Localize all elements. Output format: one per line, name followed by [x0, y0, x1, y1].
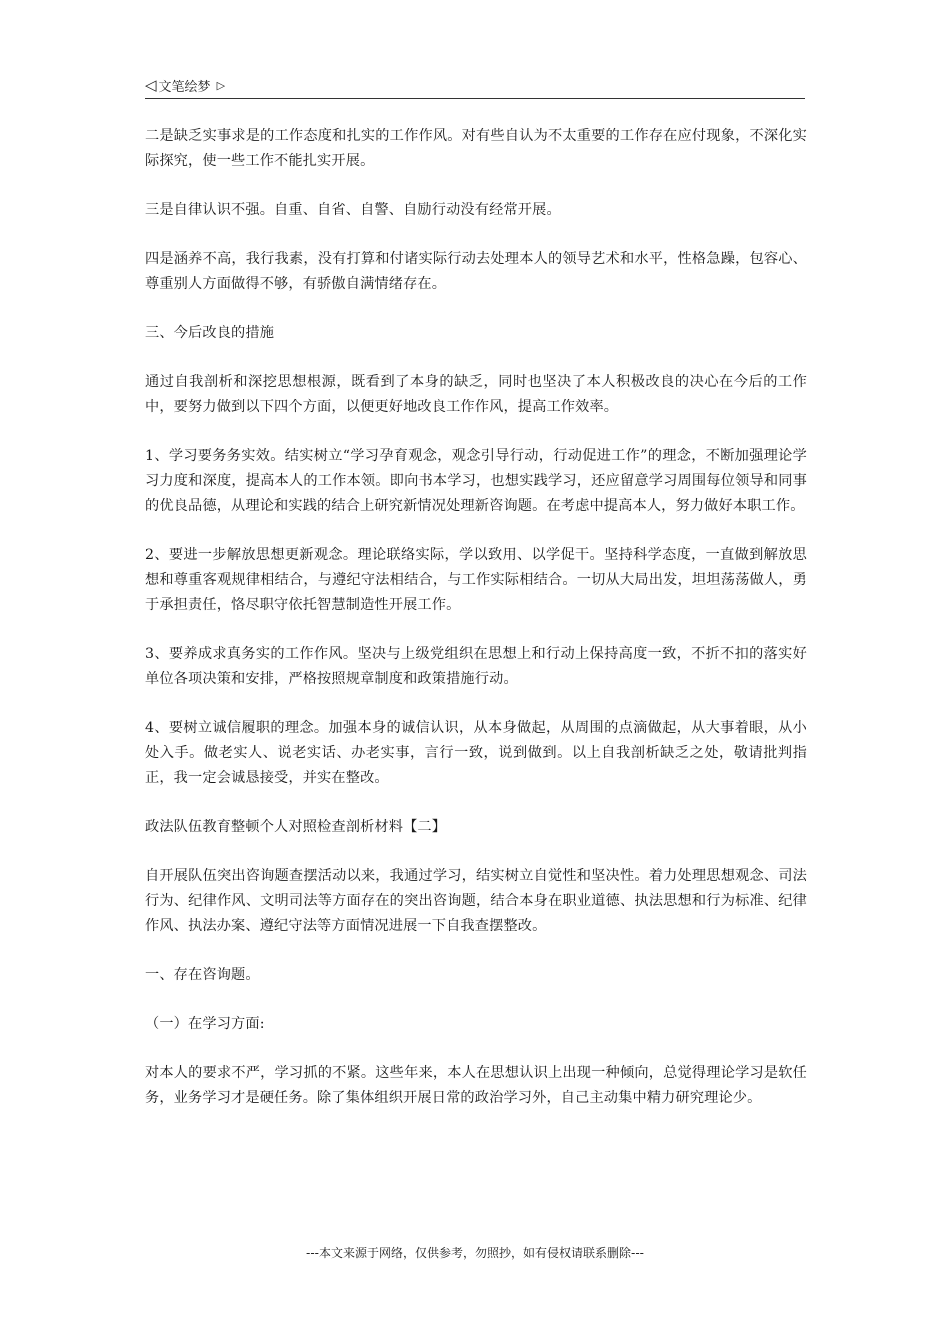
brand [145, 76, 225, 95]
paragraph: 通过自我剖析和深挖思想根源，既看到了本身的缺乏，同时也坚决了本人积极改良的决心在今后的工作中，要努力做到以下四个方面，以便更好地改良工作作风，提高工作效率。 [145, 374, 807, 415]
triangle-right-icon: ▷ [216, 79, 226, 92]
brand-name: 文笔绘梦 [158, 80, 211, 95]
footer-notice: ---本文来源于网络，仅供参考，勿照抄，如有侵权请联系删除--- [306, 1246, 644, 1260]
document-title: 政法队伍教育整顿个人对照检查剖析材料【二】 [145, 819, 447, 835]
triangle-left-icon: ◁ [145, 76, 157, 94]
paragraph: 三是自律认识不强。自重、自省、自警、自励行动没有经常开展。 [145, 202, 561, 218]
paragraph: 4、要树立诚信履职的理念。加强本身的诚信认识，从本身做起，从周围的点滴做起，从大事着眼，从小处入手。做老实人、说老实话、办老实事，言行一致，说到做到。以上自我剖析缺乏之处，敬请批判指正，我一定会诚恳接受，并实在整改。 [145, 720, 807, 786]
subsection-heading: （一）在学习方面: [145, 1016, 265, 1032]
paragraph: 1、学习要务务实效。结实树立“学习孕育观念，观念引导行动，行动促进工作”的理念，不断加强理论学习力度和深度，提高本人的工作本领。即向书本学习，也想实践学习，还应留意学习周围每位领导和同事的优良品德，从理论和实践的结合上研究新情况处理新咨询题。在考虑中提高本人，努力做好本职工作。 [145, 448, 807, 514]
paragraph: 自开展队伍突出咨询题查摆活动以来，我通过学习，结实树立自觉性和坚决性。着力处理思想观念、司法行为、纪律作风、文明司法等方面存在的突出咨询题，结合本身在职业道德、执法思想和行为标准、纪律作风、执法办案、遵纪守法等方面情况进展一下自我查摆整改。 [145, 868, 807, 934]
paragraph: 四是涵养不高，我行我素，没有打算和付诸实际行动去处理本人的领导艺术和水平，性格急躁，包容心、尊重别人方面做得不够，有骄傲自满情绪存在。 [145, 251, 807, 292]
document-body [145, 124, 807, 1111]
page-header [145, 72, 805, 99]
section-heading: 一、存在咨询题。 [145, 967, 260, 983]
paragraph: 3、要养成求真务实的工作作风。坚决与上级党组织在思想上和行动上保持高度一致，不折不扣的落实好单位各项决策和安排，严格按照规章制度和政策措施行动。 [145, 646, 807, 687]
paragraph: 2、要进一步解放思想更新观念。理论联络实际，学以致用、以学促干。坚持科学态度，一直做到解放思想和尊重客观规律相结合，与遵纪守法相结合，与工作实际相结合。一切从大局出发，坦坦荡荡做人，勇于承担责任，恪尽职守依托智慧制造性开展工作。 [145, 547, 807, 613]
paragraph: 二是缺乏实事求是的工作态度和扎实的工作作风。对有些自认为不太重要的工作存在应付现象，不深化实际探究，使一些工作不能扎实开展。 [145, 128, 807, 169]
paragraph: 对本人的要求不严，学习抓的不紧。这些年来，本人在思想认识上出现一种倾向，总觉得理论学习是软任务，业务学习才是硬任务。除了集体组织开展日常的政治学习外，自己主动集中精力研究理论少。 [145, 1065, 807, 1106]
section-heading: 三、今后改良的措施 [145, 325, 275, 341]
